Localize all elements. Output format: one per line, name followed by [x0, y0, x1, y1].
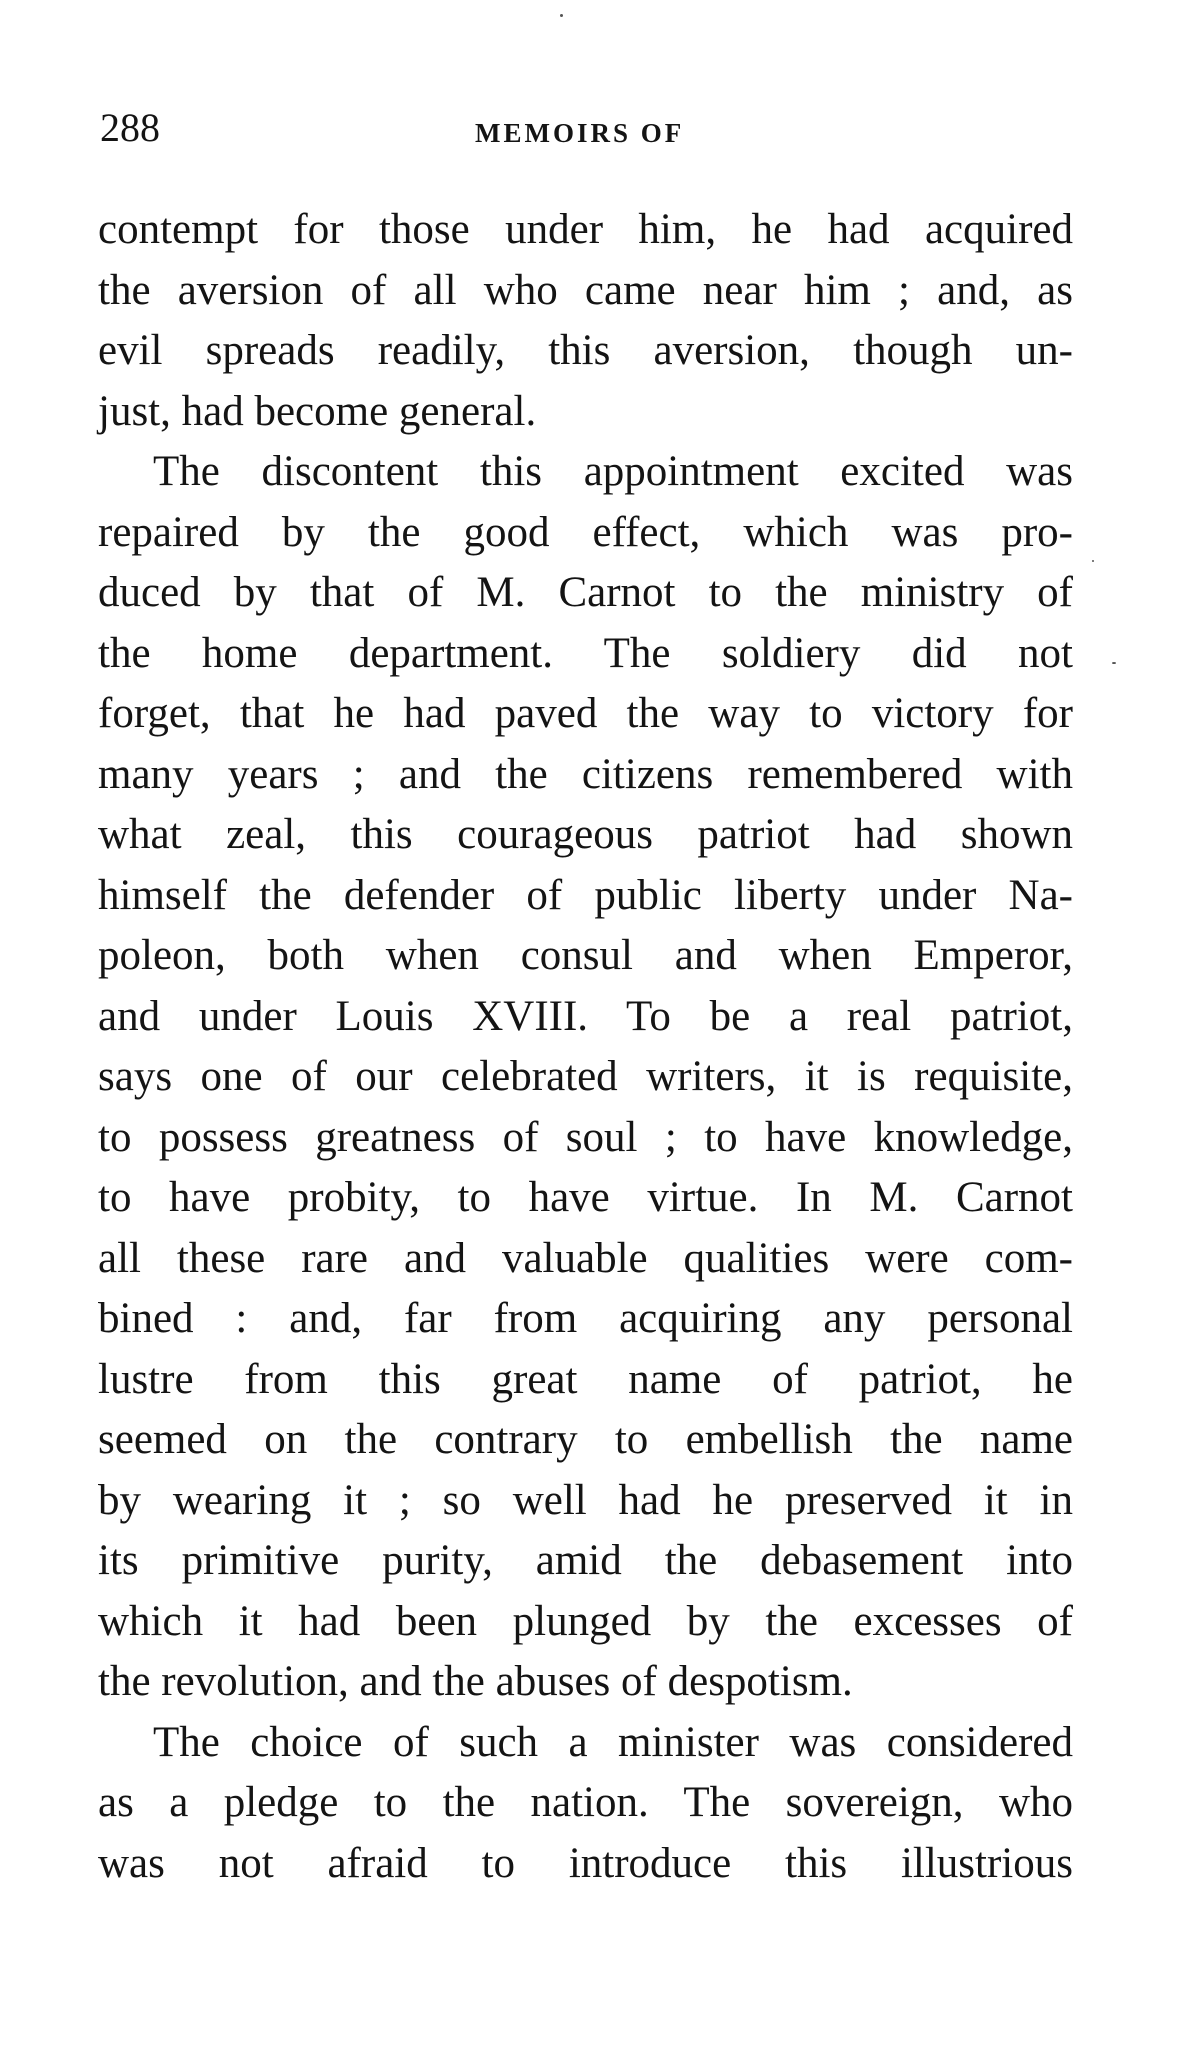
text-line: many years ; and the citizens remembered with [98, 750, 1073, 798]
text-line: duced by that of M. Carnot to the ministry of [98, 569, 1073, 616]
text-line: poleon, both when consul and when Emperor, [98, 932, 1073, 979]
text-line: was not afraid to introduce this illustrious [98, 1839, 1073, 1887]
text-line: evil spreads readily, this aversion, though un- [98, 327, 1073, 374]
text-line: contempt for those under him, he had acquired [98, 206, 1073, 253]
text-line: its primitive purity, amid the debasement into [98, 1537, 1073, 1584]
page-header [100, 105, 1070, 158]
paper-speck [560, 14, 563, 17]
text-line: bined : and, far from acquiring any personal [98, 1295, 1073, 1342]
text-line: which it had been plunged by the excesses of [98, 1597, 1073, 1645]
page-number: 288 [100, 105, 160, 150]
text-line: himself the defender of public liberty under Na- [98, 871, 1073, 919]
text-line: to have probity, to have virtue. In M. Carnot [98, 1174, 1073, 1221]
text-line: the aversion of all who came near him ; and, as [98, 266, 1073, 314]
paper-speck [1112, 662, 1116, 664]
text-line: all these rare and valuable qualities were com- [98, 1234, 1073, 1282]
text-line: the revolution, and the abuses of despotism. [98, 1658, 853, 1705]
text-line: The discontent this appointment excited was [153, 448, 1073, 495]
text-line: seemed on the contrary to embellish the name [98, 1416, 1073, 1463]
body-text [98, 200, 1073, 1894]
text-line: The choice of such a minister was considered [153, 1718, 1073, 1766]
text-line: forget, that he had paved the way to victory for [98, 690, 1073, 737]
text-line: to possess greatness of soul ; to have knowledge, [98, 1113, 1073, 1161]
paper-speck [1092, 560, 1094, 562]
text-line: lustre from this great name of patriot, he [98, 1355, 1073, 1403]
text-line: the home department. The soldiery did not [98, 629, 1073, 677]
text-line: says one of our celebrated writers, it is requisite, [98, 1053, 1073, 1100]
text-line: as a pledge to the nation. The sovereign, who [98, 1779, 1073, 1826]
running-head: MEMOIRS OF [475, 118, 685, 148]
text-line: what zeal, this courageous patriot had shown [98, 811, 1073, 858]
text-line: just, had become general. [98, 387, 537, 435]
text-line: repaired by the good effect, which was pro- [98, 508, 1073, 556]
text-line: by wearing it ; so well had he preserved it in [98, 1476, 1073, 1524]
text-line: and under Louis XVIII. To be a real patriot, [98, 992, 1073, 1040]
